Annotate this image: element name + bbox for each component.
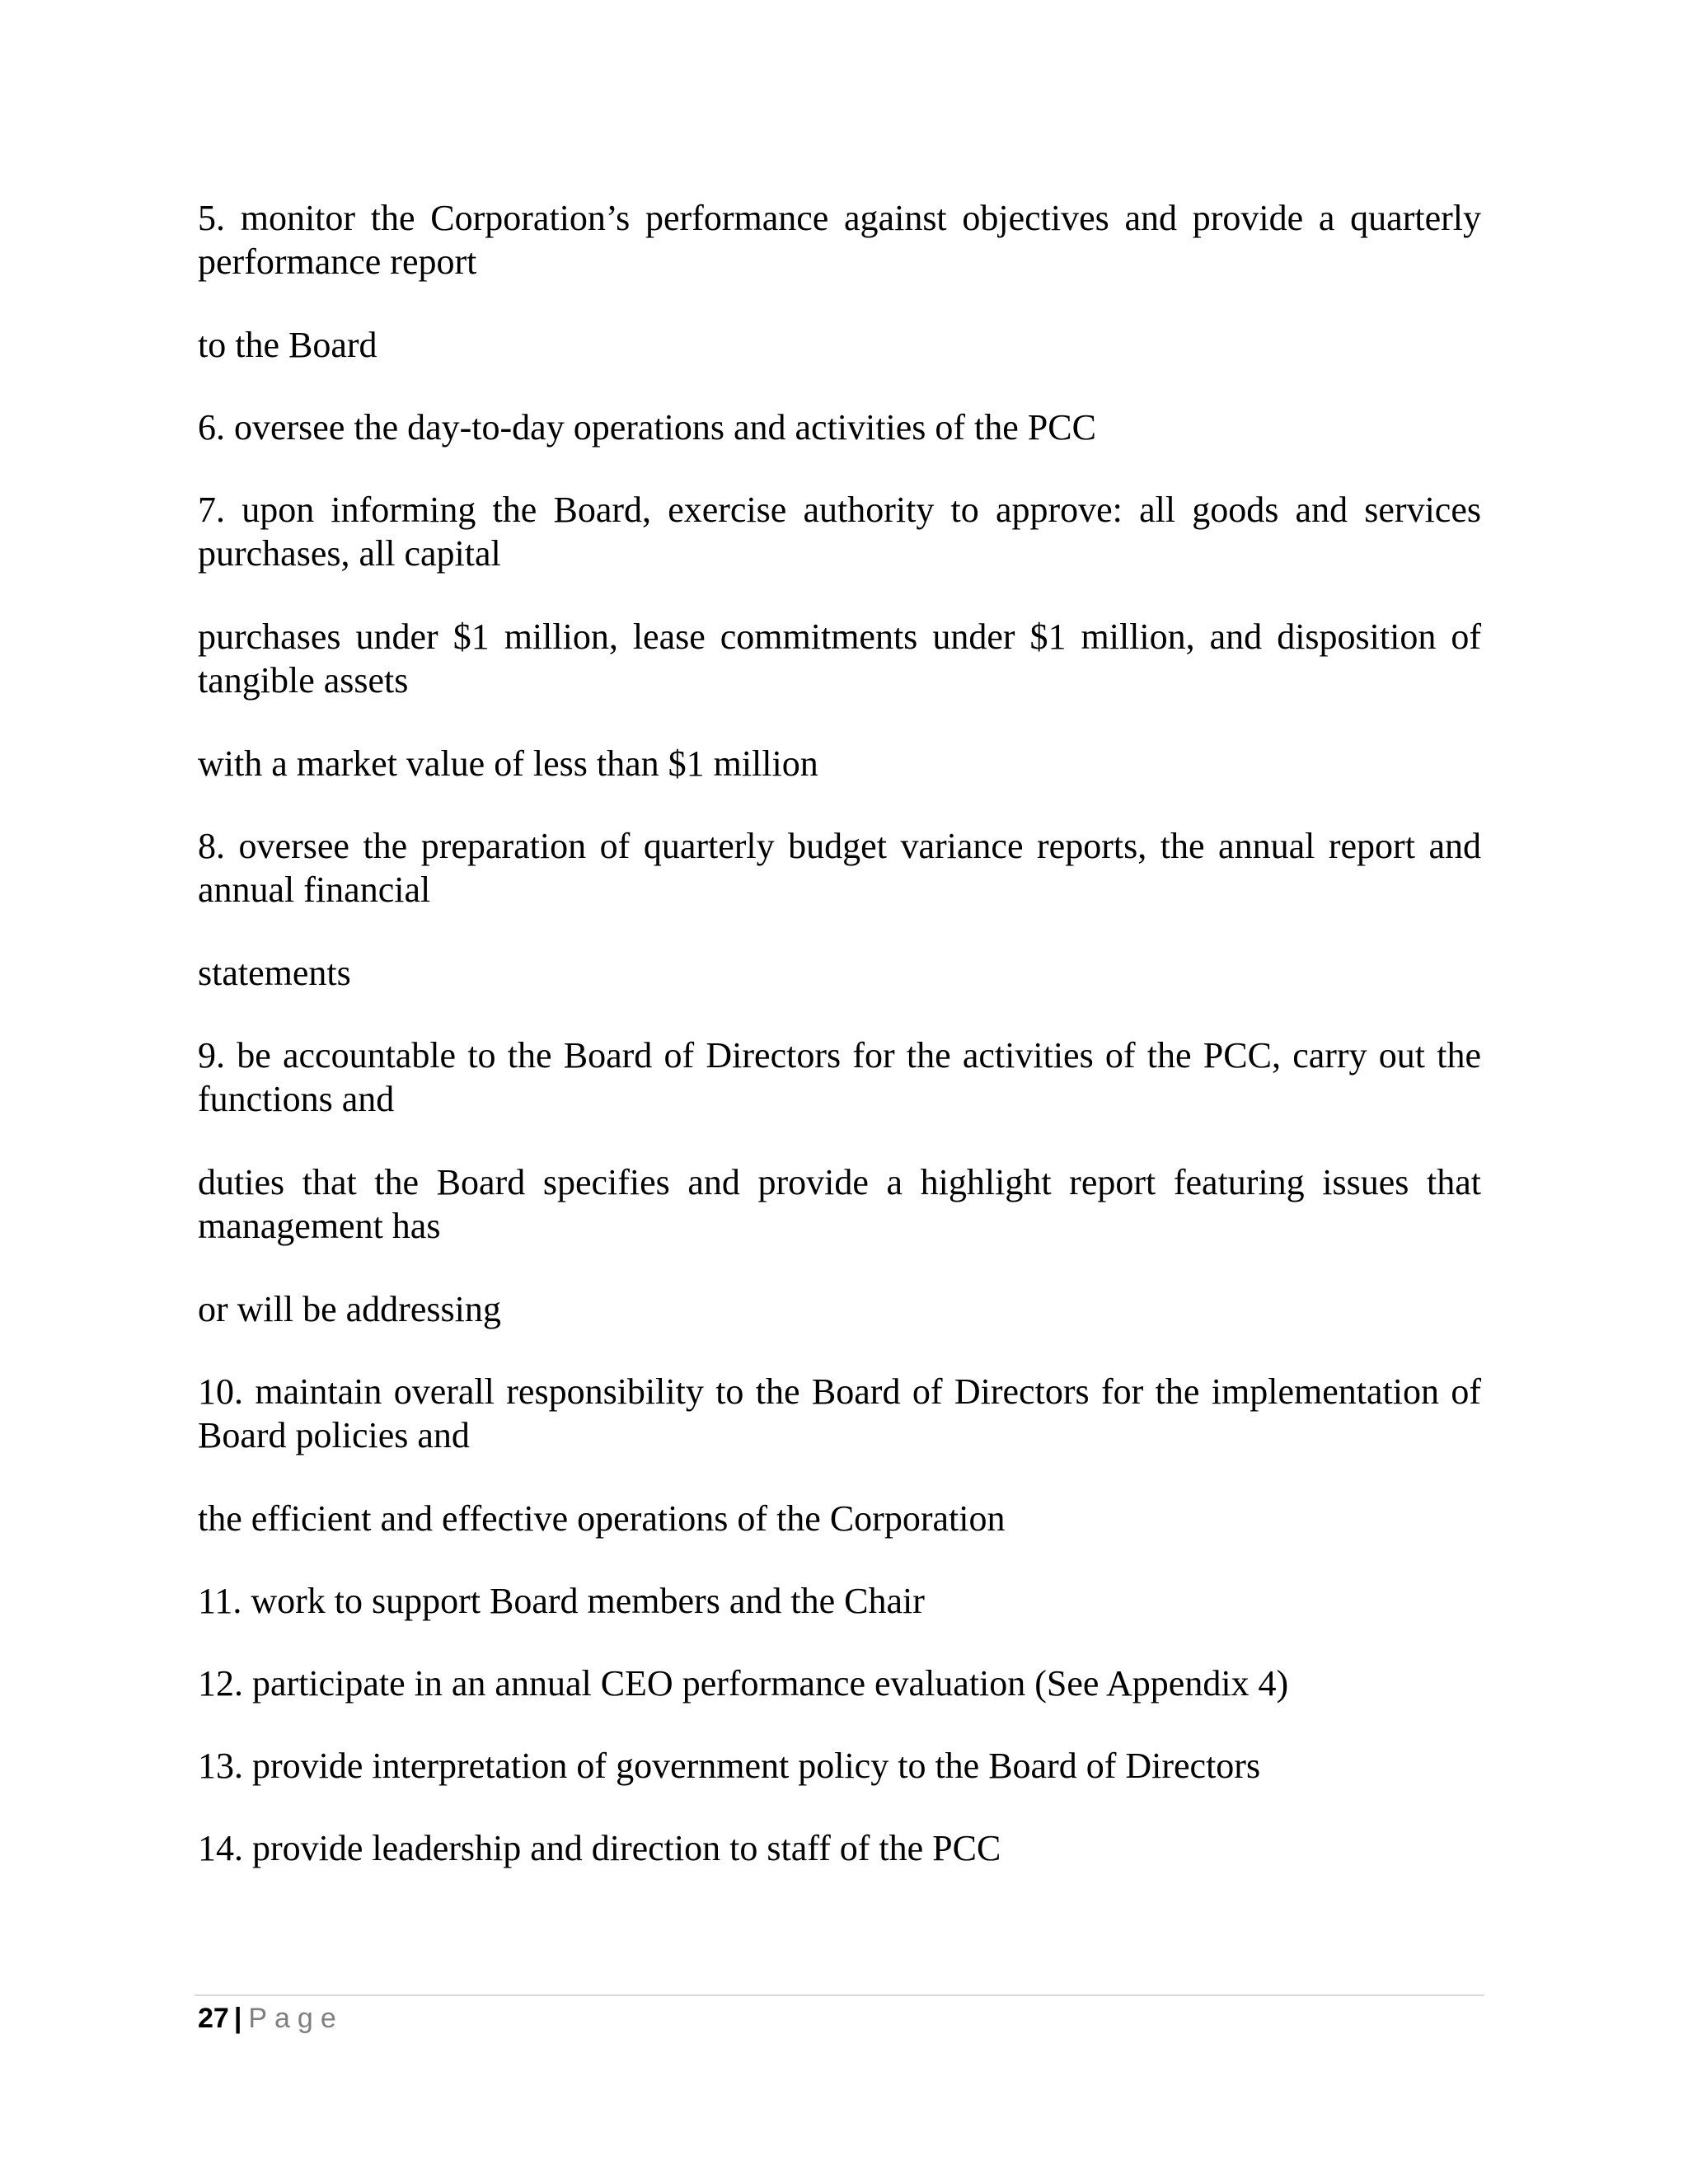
- paragraph-item-8: 8. oversee the preparation of quarterly budget variance reports, the annual report and annual financial: [198, 826, 1481, 910]
- paragraph-item-14: 14. provide leadership and direction to staff of the PCC: [198, 1828, 1001, 1868]
- paragraph-item-5: 5. monitor the Corporation’s performance against objectives and provide a quarterly performance report: [198, 198, 1481, 282]
- paragraph-item-8-continued: statements: [198, 953, 351, 993]
- paragraph-item-12: 12. participate in an annual CEO performance evaluation (See Appendix 4): [198, 1663, 1289, 1704]
- paragraph-item-13: 13. provide interpretation of government policy to the Board of Directors: [198, 1746, 1261, 1786]
- paragraph-item-9-continued-2: or will be addressing: [198, 1289, 501, 1329]
- footer-separator: |: [233, 2003, 242, 2034]
- paragraph-item-9: 9. be accountable to the Board of Directors for the activities of the PCC, carry out the functions and: [198, 1035, 1481, 1119]
- footer-divider: [195, 1994, 1484, 1996]
- paragraph-item-10-continued: the efficient and effective operations of the Corporation: [198, 1498, 1006, 1539]
- page-label: Page: [248, 2003, 344, 2034]
- paragraph-item-9-continued: duties that the Board specifies and provide a highlight report featuring issues that management has: [198, 1162, 1481, 1246]
- paragraph-item-6: 6. oversee the day-to-day operations and activities of the PCC: [198, 407, 1096, 448]
- paragraph-item-7-continued: purchases under $1 million, lease commitments under $1 million, and disposition of tangible assets: [198, 616, 1481, 701]
- paragraph-item-10: 10. maintain overall responsibility to the Board of Directors for the implementation of Board policies and: [198, 1371, 1481, 1455]
- paragraph-item-5-continued: to the Board: [198, 325, 377, 365]
- page-footer: [198, 2000, 344, 2036]
- paragraph-item-7: 7. upon informing the Board, exercise authority to approve: all goods and services purchases, all capital: [198, 490, 1481, 574]
- page-number: 27: [198, 2003, 229, 2034]
- paragraph-item-11: 11. work to support Board members and the Chair: [198, 1581, 925, 1621]
- paragraph-item-7-continued-2: with a market value of less than $1 million: [198, 743, 818, 784]
